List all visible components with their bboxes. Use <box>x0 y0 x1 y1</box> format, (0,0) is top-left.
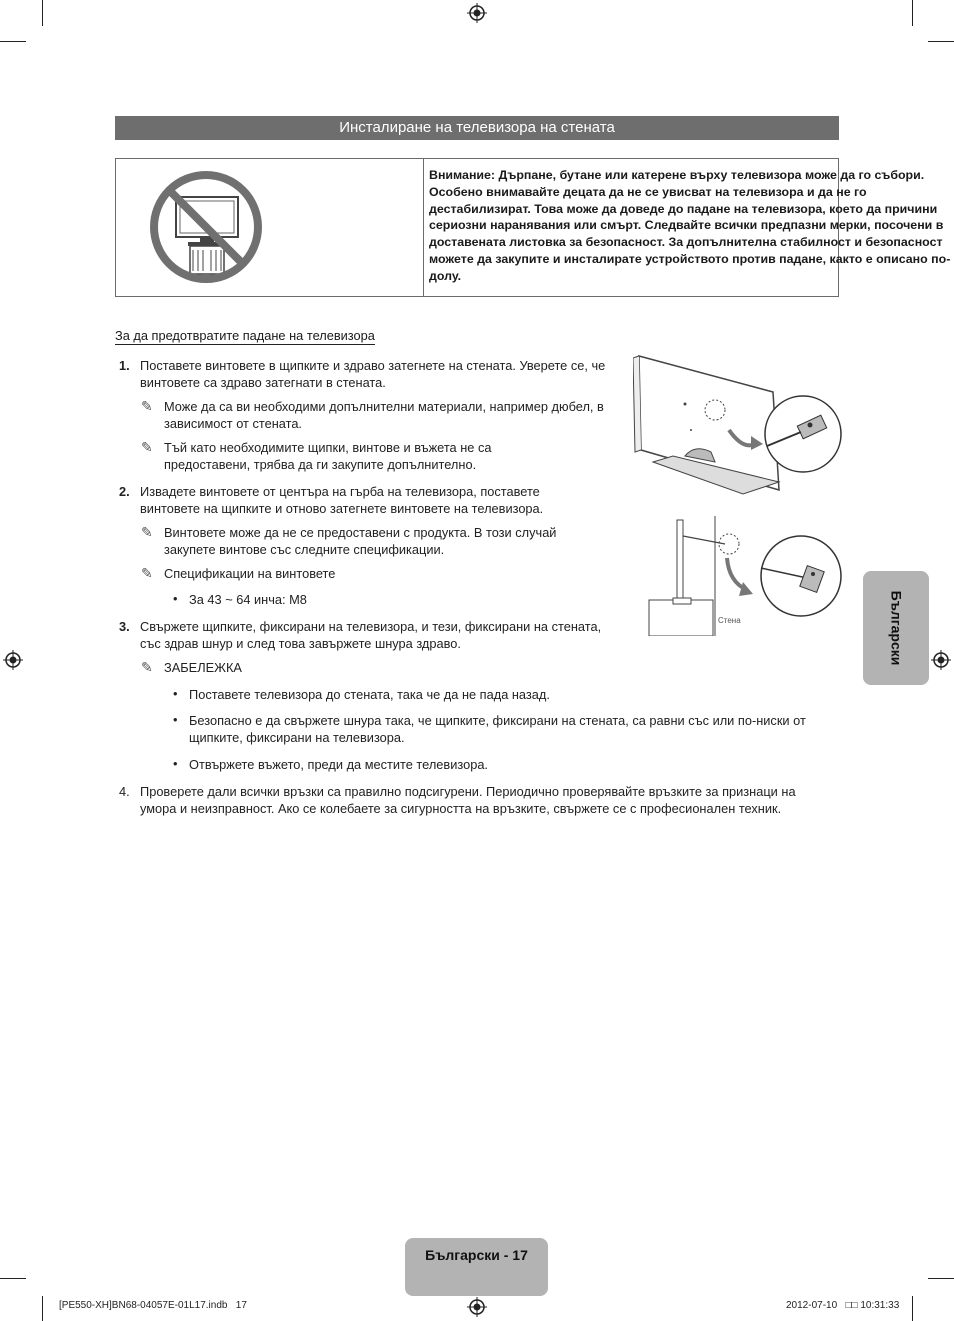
crop-mark <box>928 41 954 42</box>
step-text: Извадете винтовете от центъра на гърба на телевизора, поставете винтовете на щипките и отново затегнете винтовете на телевизора. <box>140 484 544 516</box>
registration-mark-icon <box>467 1297 487 1317</box>
note-icon: ✎ <box>141 659 153 675</box>
bullet-text: За 43 ~ 64 инча: M8 <box>189 592 307 607</box>
language-tab-label: Български <box>888 590 905 666</box>
page-number: Български - 17 <box>405 1238 548 1296</box>
warning-text: Внимание: Дърпане, бутане или катерене върху телевизора може да го събори. Особено внимавайте децата да не се увисват на телевизора и да не го дестабилизират. Това може да доведе до падане на телевизора, което да причини сериозни наранявания или смърт. Следвайте всички предпазни мерки, посочени в доставената листовка за безопасност. За допълнителна стабилност и безопасност можете да закупите и инсталирате устройството против падане, както е описано по-долу. <box>429 168 951 283</box>
crop-mark <box>912 0 913 26</box>
language-tab <box>863 571 929 685</box>
crop-mark <box>42 0 43 26</box>
crop-mark <box>42 1296 43 1321</box>
note-icon: ✎ <box>141 565 153 581</box>
note-label: ЗАБЕЛЕЖКА <box>164 660 242 675</box>
footer-file: [PE550-XH]BN68-04057E-01L17.indb 17 <box>59 1300 247 1311</box>
registration-mark-icon <box>931 650 951 670</box>
registration-mark-icon <box>3 650 23 670</box>
note-text: Спецификации на винтовете <box>164 566 336 581</box>
crop-mark <box>928 1278 954 1279</box>
registration-mark-icon <box>467 3 487 23</box>
bullet-icon: • <box>173 712 178 727</box>
note-text: Тъй като необходимите щипки, винтове и въжета не са предоставени, трябва да ги закупите допълнително. <box>164 440 492 472</box>
wall-label: Стена <box>718 616 741 625</box>
note-icon: ✎ <box>141 439 153 455</box>
step-number: 2. <box>119 484 130 499</box>
step-number: 3. <box>119 619 130 634</box>
wall-mount-diagram <box>643 516 845 636</box>
step-number: 4. <box>119 784 130 799</box>
note-icon: ✎ <box>141 524 153 540</box>
footer-date: 2012-07-10 □□ 10:31:33 <box>786 1300 900 1311</box>
tv-bracket-diagram <box>633 352 845 502</box>
section-title: Инсталиране на телевизора на стената <box>115 116 839 140</box>
bullet-text: Отвържете въжето, преди да местите телевизора. <box>189 757 488 772</box>
step-text: Поставете винтовете в щипките и здраво затегнете на стената. Уверете се, че винтовете са здраво затегнати в стената. <box>140 358 606 390</box>
step-text: Свържете щипките, фиксирани на телевизора, и тези, фиксирани на стената, със здрав шнур и след това завържете шнура здраво. <box>140 619 602 651</box>
bullet-icon: • <box>173 686 178 701</box>
note-text: Може да са ви необходими допълнителни материали, например дюбел, в зависимост от стената. <box>164 399 604 431</box>
note-text: Винтовете може да не се предоставени с продукта. В този случай закупете винтове със следните спецификации. <box>164 525 557 557</box>
step-text: Проверете дали всички връзки са правилно подсигурени. Периодично проверявайте връзките за признаци на умора и неизправност. Ако се колебаете за сигурността на връзките, свържете се с професионален техник. <box>140 784 796 816</box>
note-icon: ✎ <box>141 398 153 414</box>
crop-mark <box>0 1278 26 1279</box>
bullet-icon: • <box>173 756 178 771</box>
crop-mark <box>0 41 26 42</box>
warning-box <box>115 158 951 297</box>
warning-divider <box>423 159 424 296</box>
step-number: 1. <box>119 358 130 373</box>
bullet-text: Безопасно е да свържете шнура така, че щипките, фиксирани на стената, са равни със или по-ниски от щипките, фиксирани на телевизора. <box>189 713 806 745</box>
bullet-text: Поставете телевизора до стената, така че да не пада назад. <box>189 687 550 702</box>
subheading: За да предотвратите падане на телевизора <box>115 328 375 343</box>
bullet-icon: • <box>173 591 178 606</box>
no-climbing-tv-icon <box>148 169 264 285</box>
crop-mark <box>912 1296 913 1321</box>
